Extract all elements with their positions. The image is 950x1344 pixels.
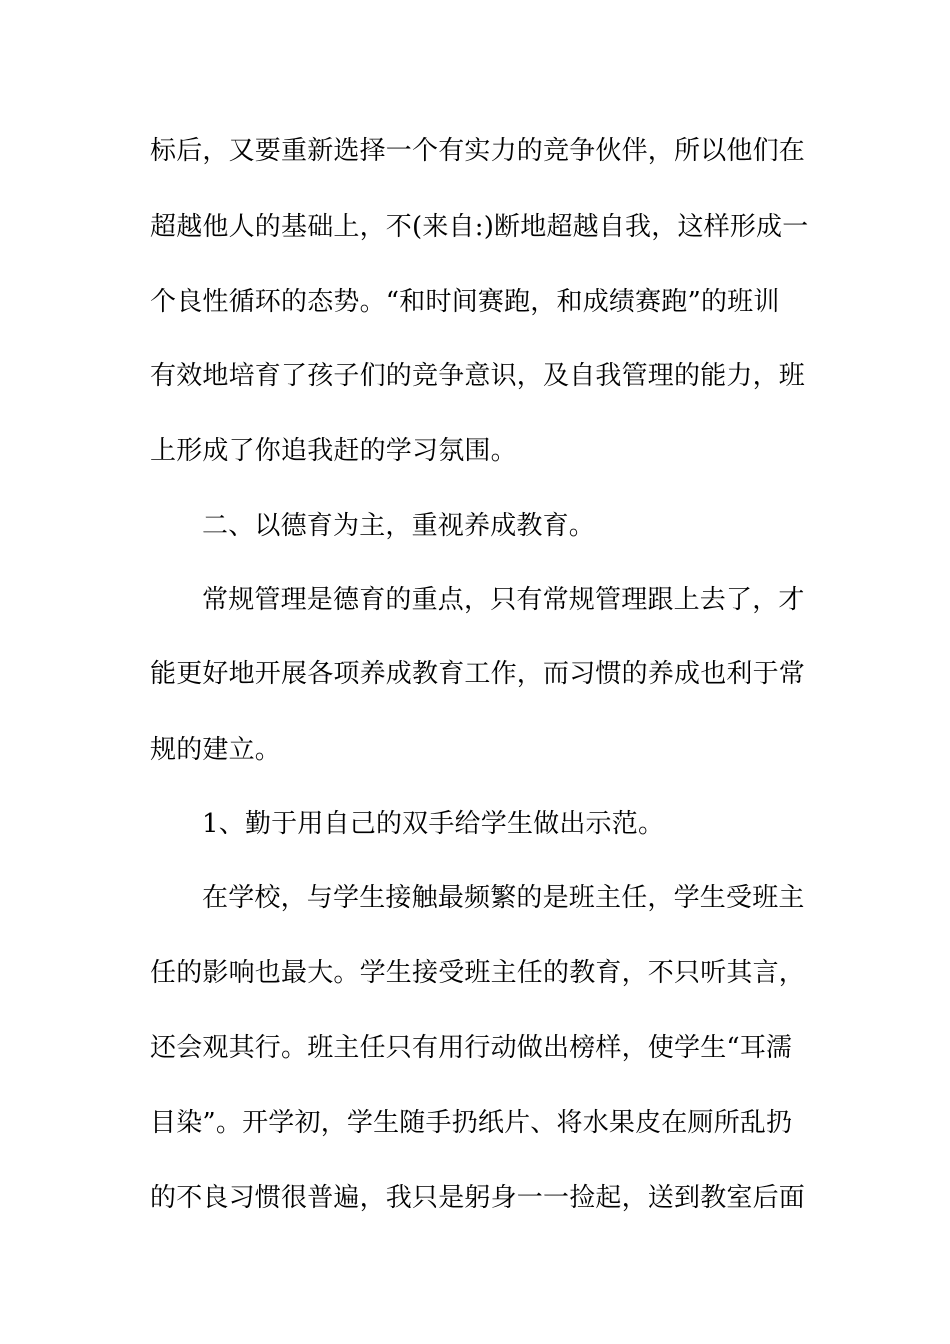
paragraph-line: 在学校，与学生接触最频繁的是班主任，学生受班主 [202, 883, 805, 913]
section-heading: 二、以德育为主，重视养成教育。 [202, 511, 596, 541]
paragraph-line: 能更好地开展各项养成教育工作，而习惯的养成也利于常 [150, 659, 806, 689]
paragraph-line: 还会观其行。班主任只有用行动做出榜样，使学生“耳濡 [150, 1033, 793, 1063]
paragraph-line: 有效地培育了孩子们的竞争意识，及自我管理的能力，班 [150, 361, 806, 391]
paragraph-line: 标后，又要重新选择一个有实力的竞争伙伴，所以他们在 [150, 136, 806, 166]
paragraph-line: 目染”。开学初，学生随手扔纸片、将水果皮在厕所乱扔 [150, 1108, 793, 1138]
paragraph-line: 超越他人的基础上，不(来自:)断地超越自我，这样形成一 [150, 212, 809, 242]
subsection-heading: 1、勤于用自己的双手给学生做出示范。 [202, 809, 665, 839]
paragraph-line: 规的建立。 [150, 735, 282, 765]
paragraph-line: 的不良习惯很普遍，我只是躬身一一捡起，送到教室后面 [150, 1183, 806, 1213]
paragraph-line: 个良性循环的态势。“和时间赛跑，和成绩赛跑”的班训 [150, 287, 780, 317]
paragraph-line: 常规管理是德育的重点，只有常规管理跟上去了，才 [202, 585, 805, 615]
paragraph-line: 上形成了你追我赶的学习氛围。 [150, 436, 517, 466]
paragraph-line: 任的影响也最大。学生接受班主任的教育，不只听其言， [150, 958, 806, 988]
